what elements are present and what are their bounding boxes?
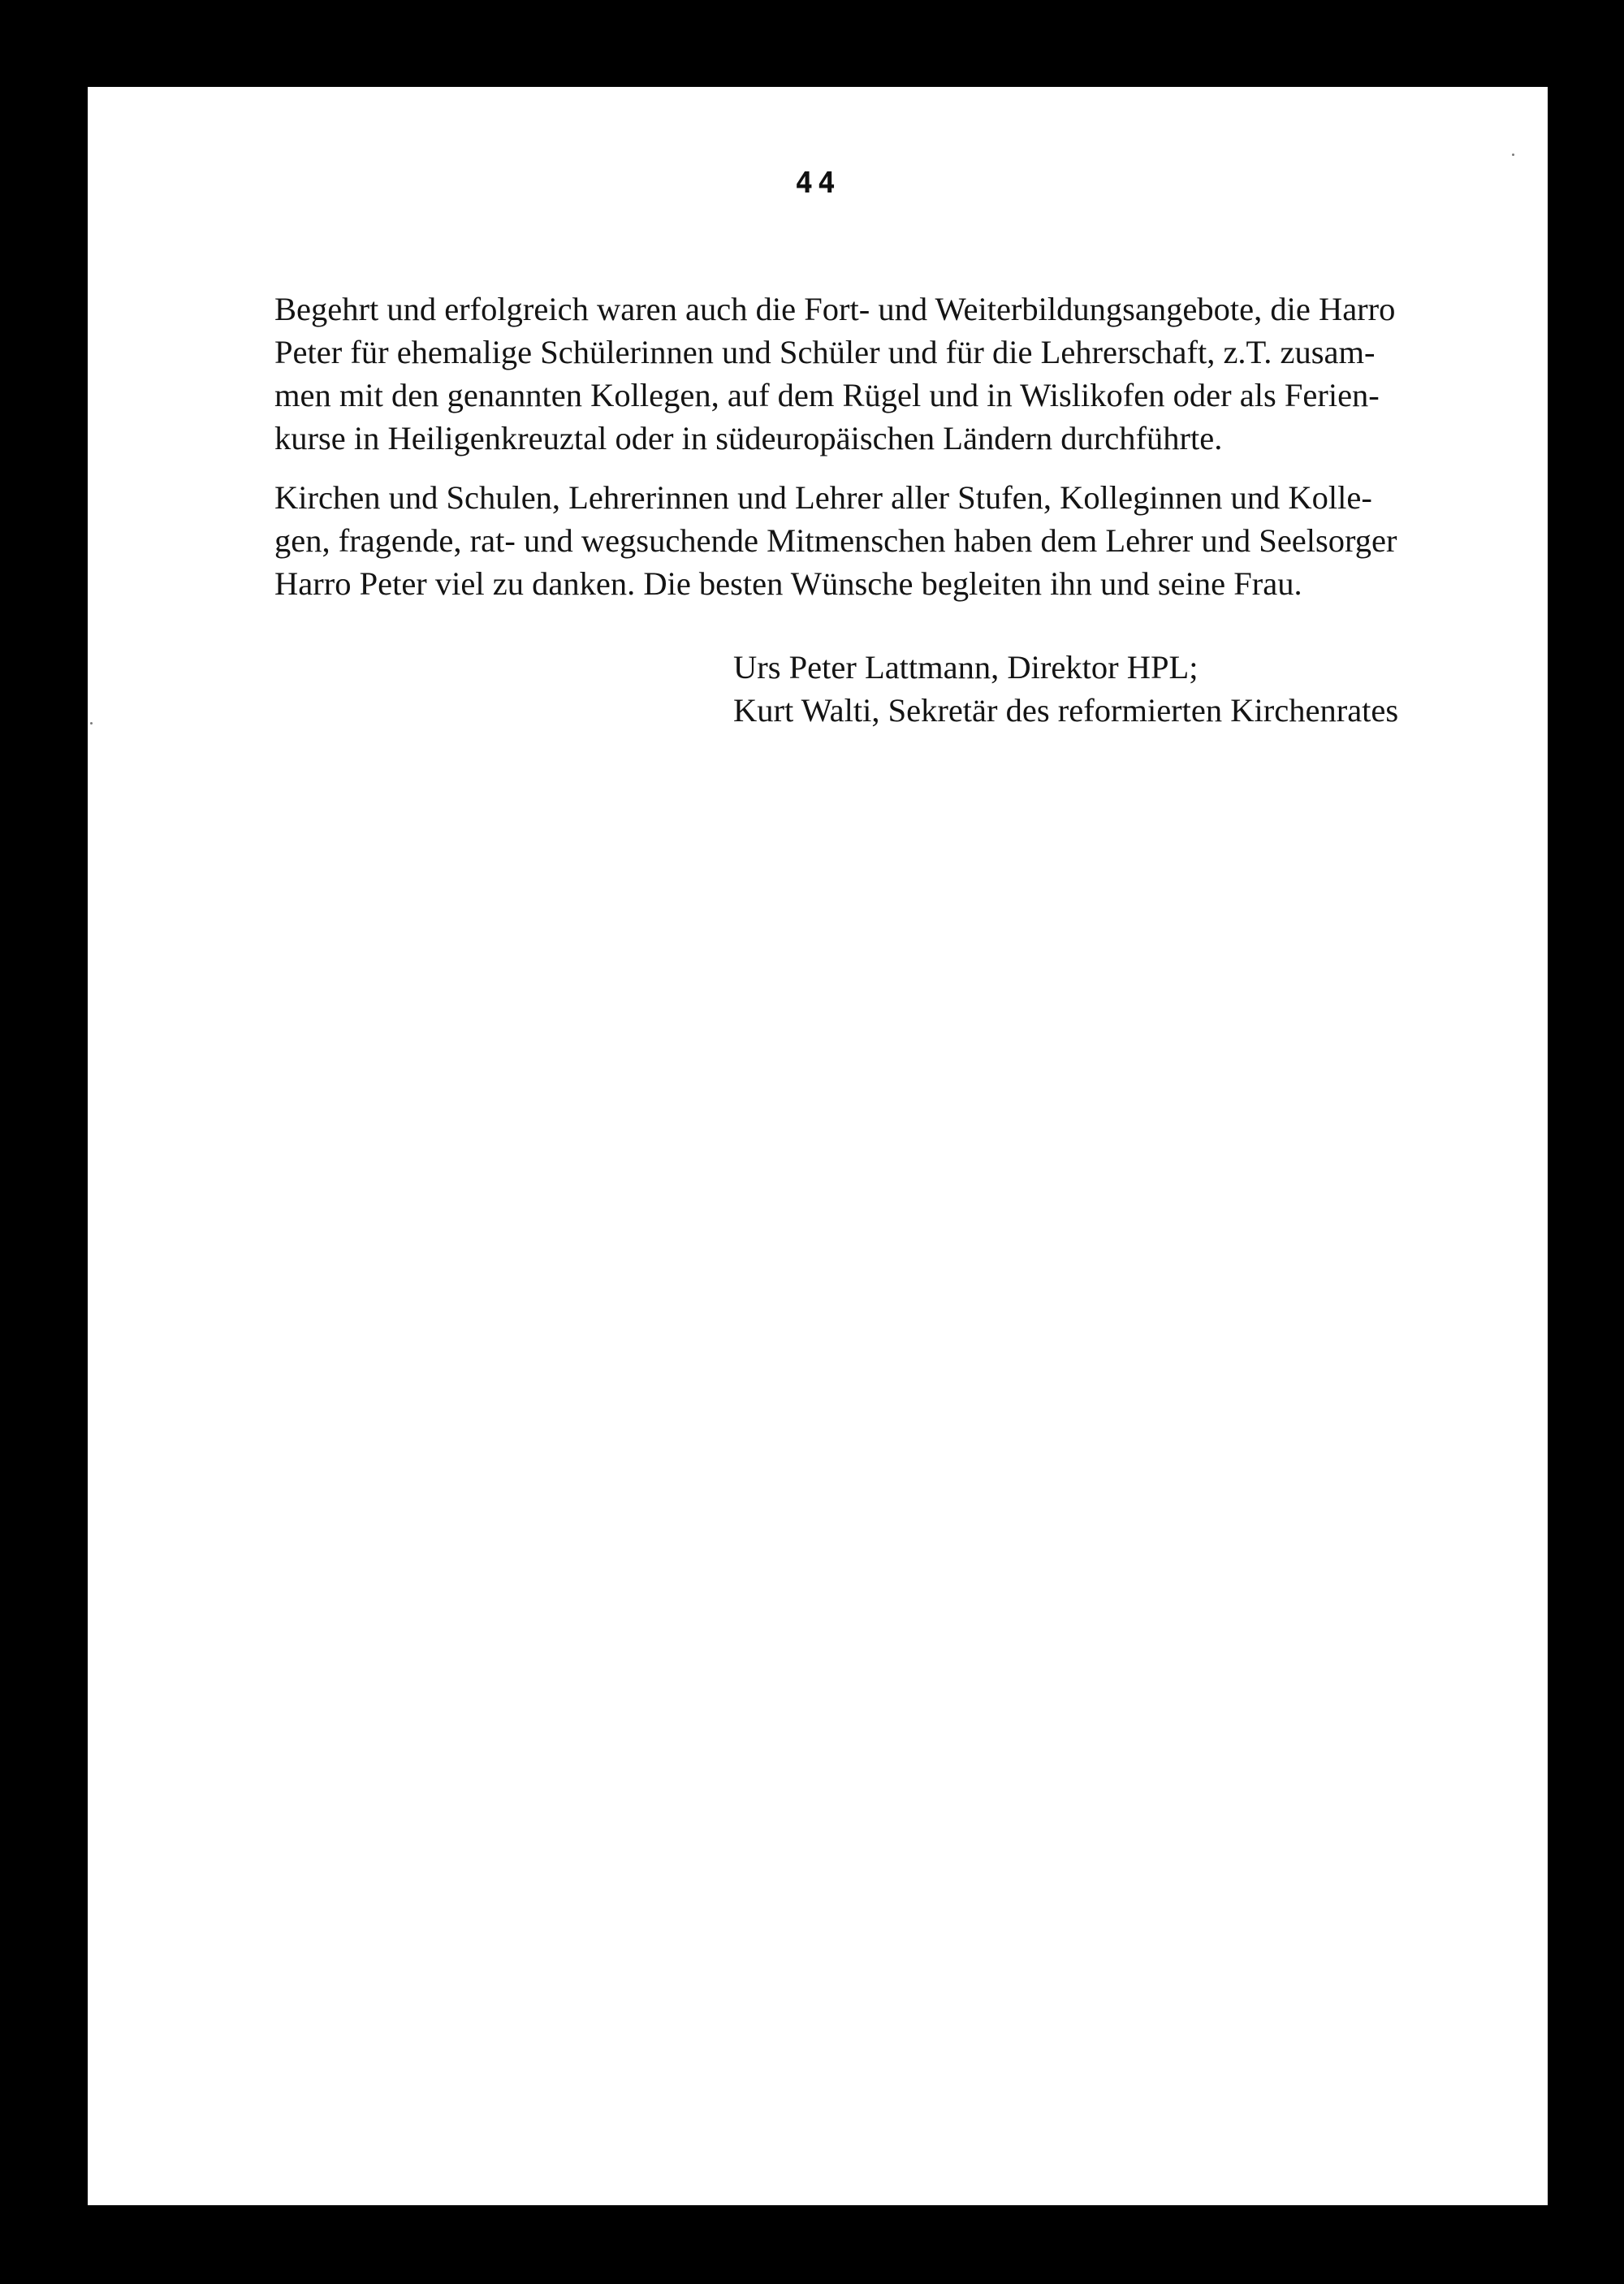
text-line: Peter für ehemalige Schülerinnen und Schüler und für die Lehrerschaft, z.T. zusam- [274, 334, 1376, 370]
text-line: Begehrt und erfolgreich waren auch die Fort- und Weiterbildungsangebote, die Harro [274, 291, 1396, 327]
document-page [88, 87, 1548, 2205]
page-number: 44 [795, 167, 840, 200]
signature-line-2: Kurt Walti, Sekretär des reformierten Kirchenrates [733, 692, 1399, 729]
text-line: kurse in Heiligenkreuztal oder in südeuropäischen Ländern durchführte. [274, 420, 1223, 456]
text-line: men mit den genannten Kollegen, auf dem Rügel und in Wislikofen oder als Ferien- [274, 377, 1380, 413]
signature-block [733, 646, 1398, 732]
scan-speck [90, 722, 93, 725]
text-line: Harro Peter viel zu danken. Die besten Wünsche begleiten ihn und seine Frau. [274, 565, 1302, 602]
body-text [274, 288, 1507, 621]
text-line: gen, fragende, rat- und wegsuchende Mitmenschen haben dem Lehrer und Seelsorger [274, 522, 1397, 559]
paragraph-1 [274, 288, 1507, 460]
text-line: Kirchen und Schulen, Lehrerinnen und Lehrer aller Stufen, Kolleginnen und Kolle- [274, 479, 1372, 516]
paragraph-2 [274, 476, 1507, 605]
signature-line-1: Urs Peter Lattmann, Direktor HPL; [733, 649, 1199, 686]
scan-speck [1512, 154, 1514, 156]
